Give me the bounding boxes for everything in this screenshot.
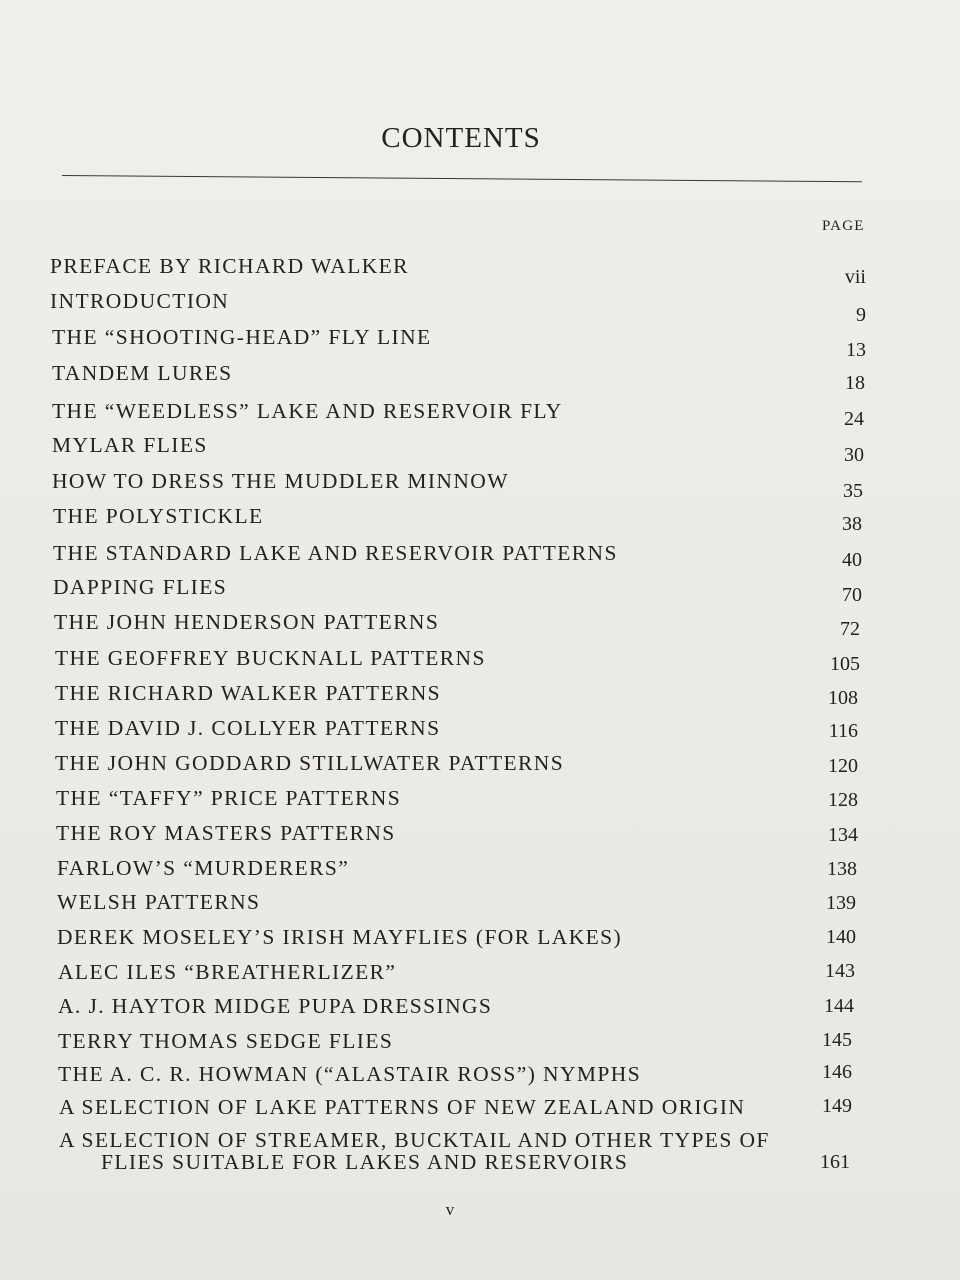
- toc-entry-title: [58, 994, 492, 1019]
- toc-entry-title: [57, 856, 349, 881]
- toc-entry-title-line: THE RICHARD WALKER PATTERNS: [55, 681, 442, 705]
- toc-entry-title-line: TERRY THOMAS SEDGE FLIES: [58, 1029, 394, 1053]
- toc-entry-title: [53, 504, 264, 529]
- toc-entry-title: [52, 325, 432, 350]
- toc-entry-title-line: A SELECTION OF STREAMER, BUCKTAIL AND OTHER TYPES OF: [59, 1128, 770, 1152]
- toc-entry-title-line: THE ROY MASTERS PATTERNS: [56, 821, 396, 845]
- toc-entry-page-number: 40: [842, 549, 862, 571]
- toc-entry-title: [54, 610, 439, 635]
- toc-entry-page-number: vii: [844, 266, 866, 288]
- toc-entry-title: [50, 289, 229, 314]
- toc-entry-title: [56, 821, 396, 846]
- toc-entry-title-line: THE “WEEDLESS” LAKE AND RESERVOIR FLY: [52, 399, 563, 423]
- toc-entry-title: [58, 1029, 393, 1054]
- toc-entry-page-number: 30: [844, 444, 864, 466]
- toc-entry-title: [52, 361, 233, 386]
- toc-entry-page-number: 146: [822, 1061, 852, 1083]
- toc-entry-page-number: 161: [820, 1151, 850, 1173]
- toc-entry-title: [55, 751, 564, 776]
- toc-entry-page-number: 38: [842, 513, 862, 535]
- page-folio: v: [445, 1200, 455, 1219]
- toc-entry-title-line: THE POLYSTICKLE: [53, 504, 264, 528]
- toc-entry-page-number: 139: [826, 892, 856, 914]
- toc-entry-title-line: A. J. HAYTOR MIDGE PUPA DRESSINGS: [58, 994, 493, 1018]
- toc-entry-title-line: DAPPING FLIES: [53, 575, 228, 599]
- toc-entry-page-number: 70: [842, 584, 862, 606]
- toc-entry-page-number: 116: [828, 720, 858, 742]
- toc-entry-title-line: THE A. C. R. HOWMAN (“ALASTAIR ROSS”) NYMPHS: [58, 1062, 642, 1086]
- page-column-label: PAGE: [822, 218, 865, 234]
- heading-rule: [62, 175, 862, 182]
- toc-entry-title: [58, 1062, 641, 1087]
- toc-entry-title: [53, 575, 227, 600]
- toc-entry-title-line: MYLAR FLIES: [52, 433, 208, 457]
- toc-entry-title: [52, 399, 563, 424]
- toc-entry-page-number: 13: [846, 339, 866, 361]
- toc-entry-page-number: 138: [827, 858, 857, 880]
- toc-entry-title-line: PREFACE BY RICHARD WALKER: [50, 254, 409, 278]
- toc-entry-title-line: FARLOW’S “MURDERERS”: [57, 856, 350, 880]
- toc-entry-title: [50, 254, 409, 279]
- toc-entry-page-number: 72: [840, 618, 860, 640]
- toc-entry-title-line: THE “SHOOTING-HEAD” FLY LINE: [52, 325, 432, 349]
- toc-entry-page-number: 9: [856, 304, 866, 326]
- toc-entry-page-number: 143: [825, 960, 855, 982]
- toc-entry-title-line: THE JOHN GODDARD STILLWATER PATTERNS: [55, 751, 565, 775]
- toc-entry-title: [59, 1128, 770, 1175]
- toc-entry-page-number: 149: [822, 1095, 852, 1117]
- toc-entry-title: [59, 1095, 745, 1120]
- toc-entry-page-number: 105: [830, 653, 860, 675]
- toc-entry-title-line: THE “TAFFY” PRICE PATTERNS: [56, 786, 402, 810]
- toc-entry-title-line-2: FLIES SUITABLE FOR LAKES AND RESERVOIRS: [101, 1150, 629, 1174]
- toc-entry-title-line: ALEC ILES “BREATHERLIZER”: [58, 960, 397, 984]
- toc-entry-title: [58, 960, 396, 985]
- toc-entry-title: [55, 646, 486, 671]
- toc-entry-title-line: THE DAVID J. COLLYER PATTERNS: [55, 716, 441, 740]
- toc-entry-page-number: 18: [845, 372, 865, 394]
- toc-entry-title: [57, 925, 622, 950]
- toc-entry-title-line: A SELECTION OF LAKE PATTERNS OF NEW ZEALAND ORIGIN: [59, 1095, 746, 1119]
- toc-entry-title-line: DEREK MOSELEY’S IRISH MAYFLIES (FOR LAKES): [57, 925, 623, 949]
- toc-entry-page-number: 140: [826, 926, 856, 948]
- toc-entry-title-line: HOW TO DRESS THE MUDDLER MINNOW: [52, 469, 509, 493]
- toc-entry-page-number: 35: [843, 480, 863, 502]
- toc-entry-page-number: 24: [844, 408, 864, 430]
- toc-entry-title: [52, 433, 208, 458]
- toc-entry-title: [52, 469, 509, 494]
- contents-heading: CONTENTS: [381, 122, 541, 154]
- toc-entry-title-line: THE JOHN HENDERSON PATTERNS: [54, 610, 440, 634]
- toc-entry-title: [53, 541, 618, 566]
- toc-entry-title-line: THE STANDARD LAKE AND RESERVOIR PATTERNS: [53, 541, 618, 565]
- toc-entry-title: [57, 890, 260, 915]
- toc-entry-title: [55, 681, 441, 706]
- toc-entry-title-line: WELSH PATTERNS: [57, 890, 261, 914]
- toc-entry-page-number: 128: [828, 789, 858, 811]
- toc-entry-page-number: 144: [824, 995, 854, 1017]
- toc-entry-page-number: 134: [828, 824, 858, 846]
- toc-entry-title: [56, 786, 401, 811]
- toc-entry-page-number: 120: [828, 755, 858, 777]
- toc-entry-title: [55, 716, 440, 741]
- toc-entry-page-number: 145: [822, 1029, 852, 1051]
- toc-entry-page-number: 108: [828, 687, 858, 709]
- toc-entry-title-line: INTRODUCTION: [50, 289, 230, 313]
- toc-entry-title-line: THE GEOFFREY BUCKNALL PATTERNS: [55, 646, 486, 670]
- toc-entry-title-line: TANDEM LURES: [52, 361, 233, 385]
